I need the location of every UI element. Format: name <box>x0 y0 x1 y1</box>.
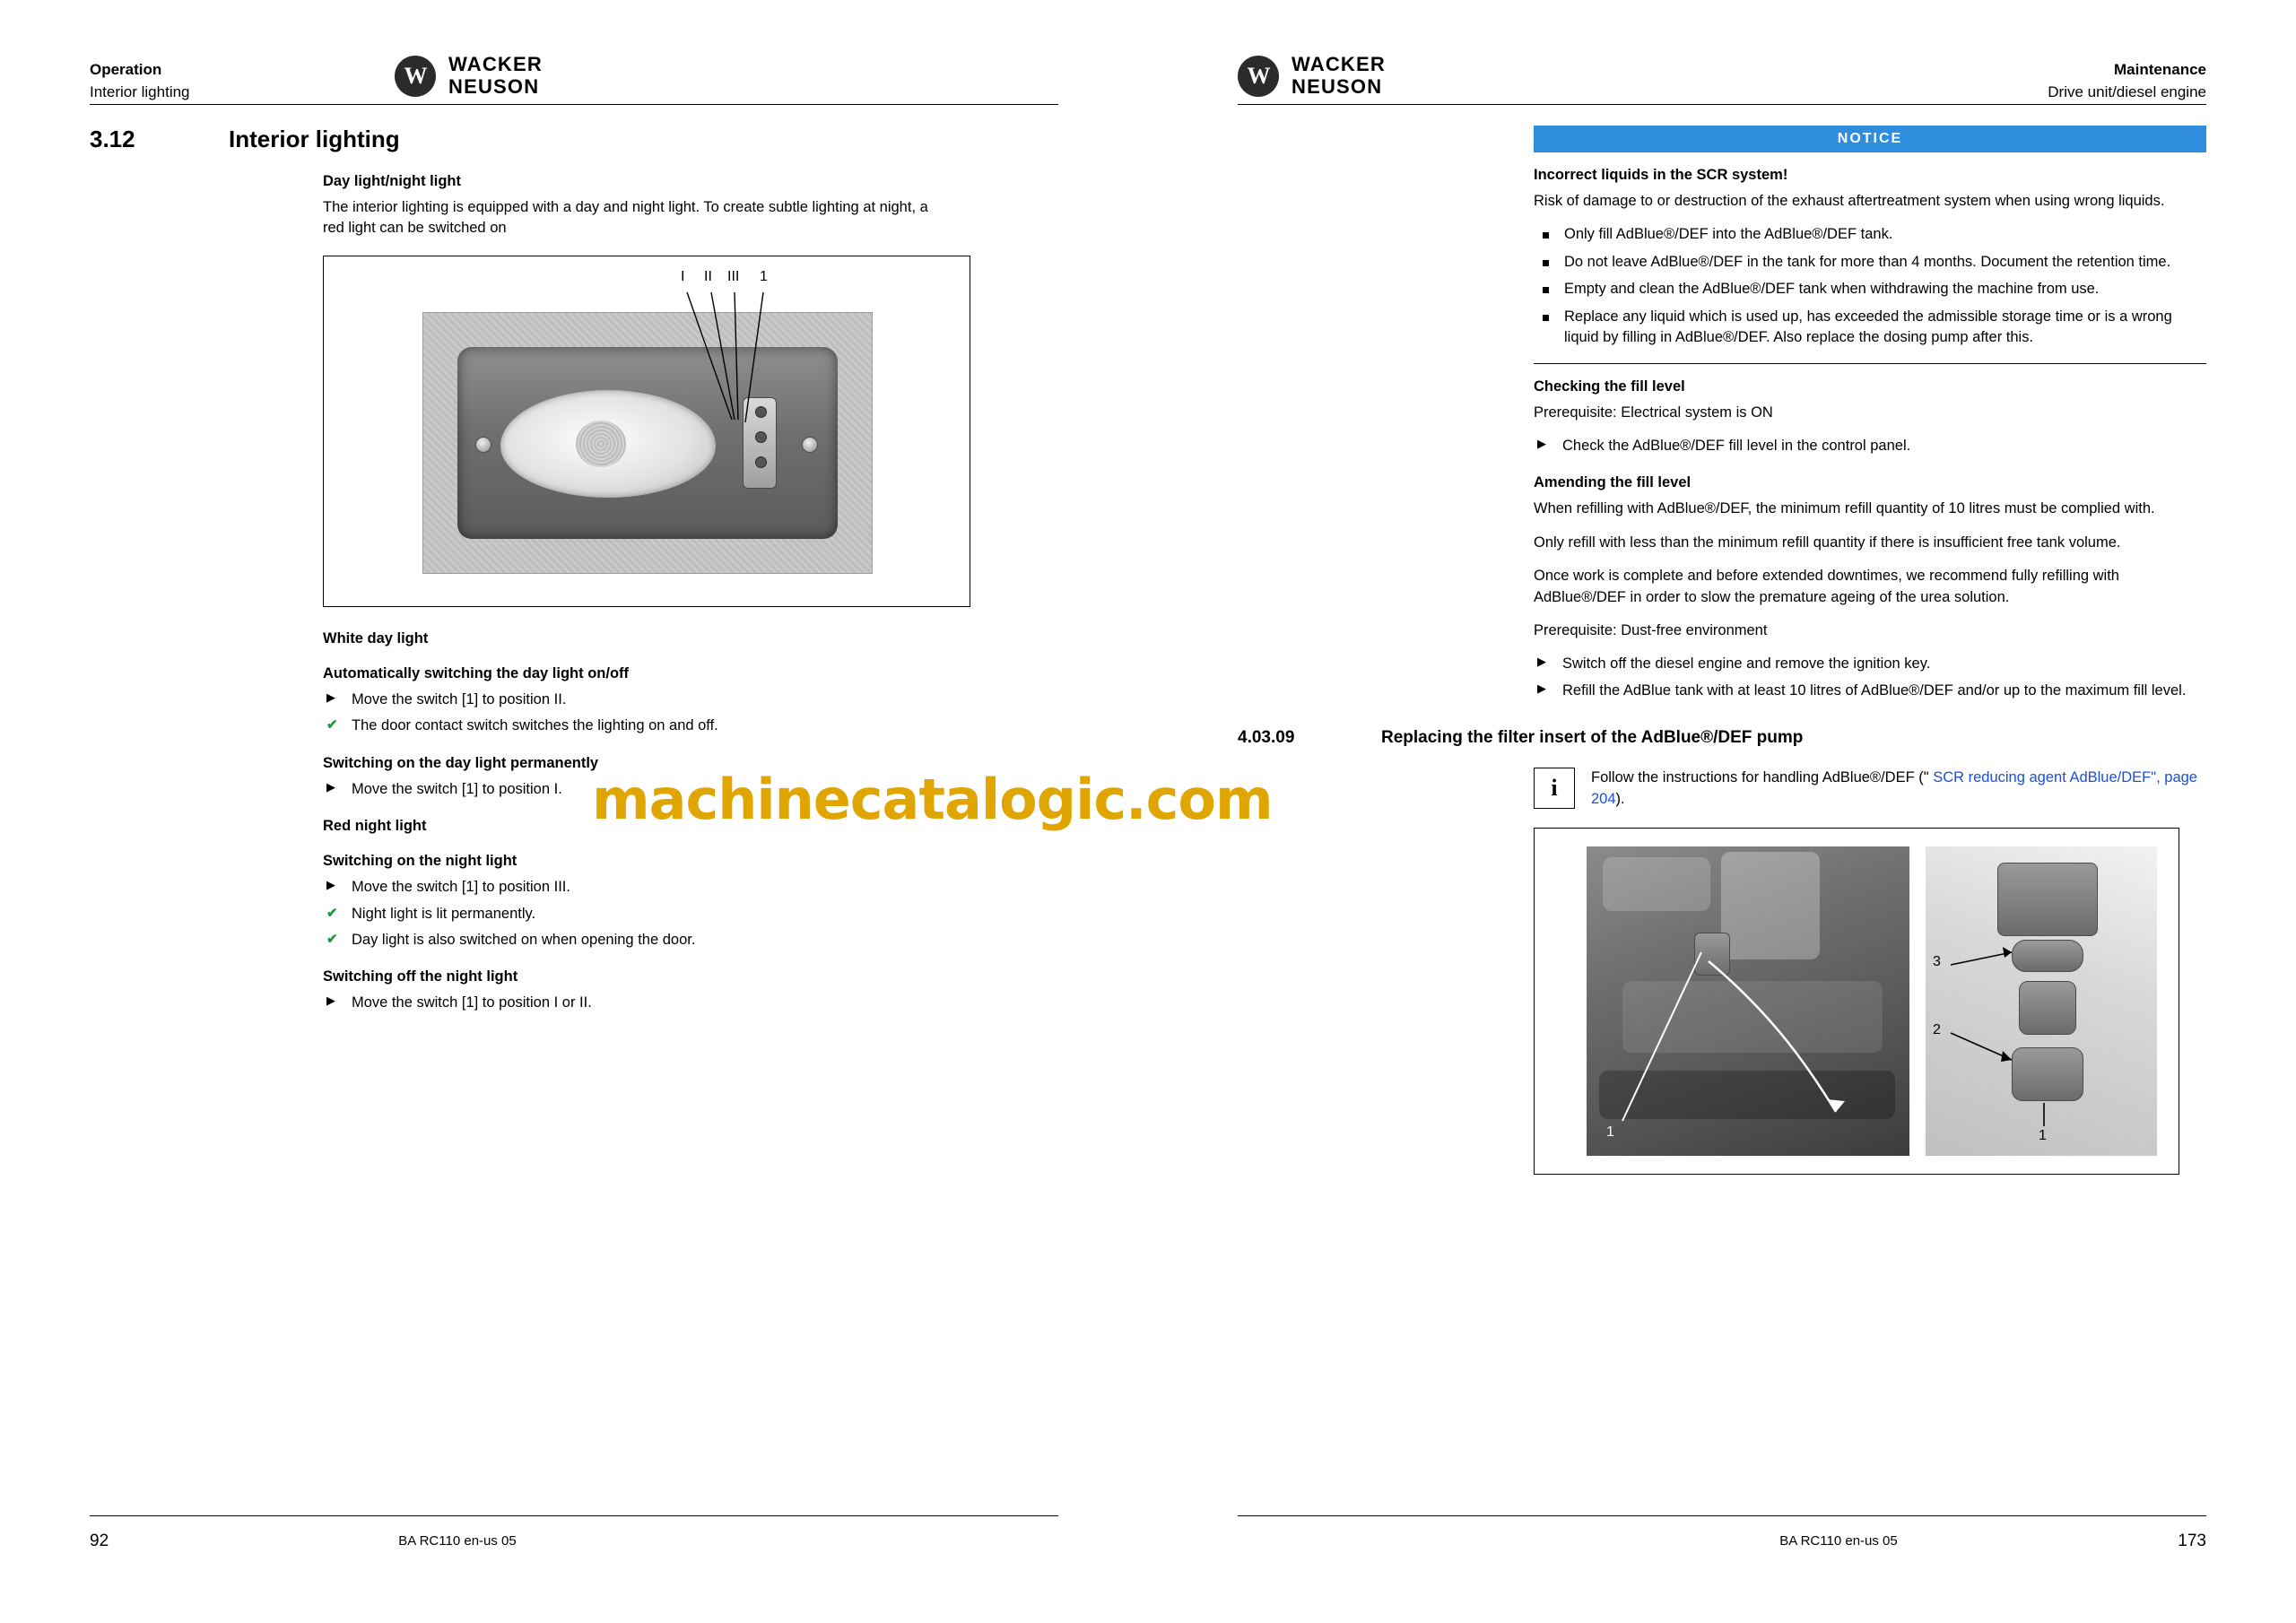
triangle-marker-icon: ▶ <box>326 779 335 794</box>
amending-prerequisite: Prerequisite: Dust-free environment <box>1534 622 1768 639</box>
footer-doc-code: BA RC110 en-us 05 <box>398 1533 517 1549</box>
amending-paragraph: When refilling with AdBlue®/DEF, the minimum refill quantity of 10 litres must be complied with. <box>1534 500 2155 517</box>
bullet-item: Only fill AdBlue®/DEF into the AdBlue®/DEF tank. <box>1534 224 2206 245</box>
step-item <box>1534 681 2206 701</box>
logo-line-2: NEUSON <box>1292 74 1383 98</box>
footer-divider <box>90 1515 1058 1516</box>
step-text: Switch off the diesel engine and remove the ignition key. <box>1562 655 1931 673</box>
triangle-marker-icon: ▶ <box>326 878 335 892</box>
header-divider <box>1238 104 2206 105</box>
block-heading: Red night light <box>323 818 427 835</box>
header-subtitle: Interior lighting <box>90 82 190 100</box>
step-text: The door contact switch switches the lighting on and off. <box>352 717 718 734</box>
notice-intro: Risk of damage to or destruction of the exhaust aftertreatment system when using wrong liquids. <box>1534 193 2165 209</box>
subsection-title: Replacing the filter insert of the AdBlue®/DEF pump <box>1381 728 1804 748</box>
wacker-neuson-logo <box>1238 54 1386 98</box>
section-checking-fill-level <box>1534 378 2206 457</box>
amending-paragraph: Once work is complete and before extended downtimes, we recommend fully refilling with AdBlue®/DEF in order to slow the premature ageing of the urea solution. <box>1534 568 2119 605</box>
header-divider <box>90 104 1058 105</box>
step-list <box>323 779 1058 800</box>
figure-label-1-left: 1 <box>1606 1124 1614 1141</box>
step-text: Night light is lit permanently. <box>352 905 536 922</box>
step-text: Check the AdBlue®/DEF fill level in the control panel. <box>1562 437 1911 454</box>
daynight-text: The interior lighting is equipped with a day and night light. To create subtle lighting at night, a red light can be switched on <box>323 199 928 237</box>
figure-label-1-right: 1 <box>2039 1128 2047 1144</box>
block-subheading: Switching off the night light <box>323 968 518 985</box>
logo-line-1: WACKER <box>448 53 543 75</box>
page-number: 173 <box>2178 1532 2206 1550</box>
step-text: Move the switch [1] to position I or II. <box>352 994 592 1011</box>
header-left-text <box>90 59 190 103</box>
logo-wordmark <box>448 54 543 98</box>
right-page-content <box>1238 126 2206 1175</box>
section-heading <box>90 126 1058 153</box>
amending-paragraph: Only refill with less than the minimum refill quantity if there is insufficient free tank volume. <box>1534 534 2121 551</box>
interior-lamp-figure <box>323 256 970 607</box>
figure-label-III: III <box>727 268 740 284</box>
block-day-light-permanent <box>323 755 1058 800</box>
step-list <box>1534 436 2206 456</box>
step-text: Move the switch [1] to position III. <box>352 879 570 896</box>
info-text-after: ). <box>1615 790 1625 807</box>
notice-bottom-divider <box>1534 363 2206 364</box>
watermark-text: machinecatalogic.com <box>592 767 1273 832</box>
block-subheading: Switching on the day light permanently <box>323 754 599 771</box>
info-text-before: Follow the instructions for handling AdBlue®/DEF (" <box>1591 769 1929 786</box>
block-subheading: Switching on the night light <box>323 853 517 870</box>
step-item <box>323 690 1058 710</box>
right-page <box>1148 0 2296 1623</box>
wacker-neuson-logo <box>395 54 543 98</box>
check-marker-icon: ✔ <box>326 931 338 947</box>
step-list <box>323 690 1058 737</box>
scr-reference-link[interactable]: SCR reducing agent AdBlue/DEF", page 204 <box>1591 769 2197 807</box>
section-amending-fill-level <box>1534 474 2206 701</box>
info-text <box>1591 768 2206 810</box>
step-text: Move the switch [1] to position II. <box>352 690 567 707</box>
left-page-content <box>90 126 1058 1020</box>
block-red-night-light <box>323 818 1058 950</box>
figure-leader-lines <box>324 256 970 606</box>
logo-line-2: NEUSON <box>448 74 540 98</box>
left-page-header <box>90 54 1058 109</box>
bullet-item: Empty and clean the AdBlue®/DEF tank when withdrawing the machine from use. <box>1534 279 2206 299</box>
figure-label-I: I <box>681 268 685 284</box>
block-white-day-light <box>323 630 1058 737</box>
step-item <box>323 993 1058 1013</box>
triangle-marker-icon: ▶ <box>326 994 335 1008</box>
step-text: Move the switch [1] to position I. <box>352 780 562 797</box>
step-list <box>323 993 1058 1013</box>
step-item <box>323 716 1058 736</box>
bullet-item: Do not leave AdBlue®/DEF in the tank for more than 4 months. Document the retention time. <box>1534 252 2206 273</box>
step-item <box>323 904 1058 924</box>
step-list <box>323 877 1058 950</box>
right-page-footer <box>1238 1515 2206 1569</box>
info-icon: i <box>1534 768 1575 809</box>
figure-label-1: 1 <box>760 268 768 284</box>
daynight-heading: Day light/night light <box>323 173 461 189</box>
checking-heading: Checking the fill level <box>1534 378 1685 395</box>
header-subtitle: Drive unit/diesel engine <box>2048 82 2206 100</box>
step-item <box>1534 654 2206 674</box>
step-list <box>1534 654 2206 701</box>
notice-bullet-list <box>1534 224 2206 348</box>
block-switch-off-night-light <box>323 968 1058 1013</box>
info-note <box>1534 768 2206 810</box>
header-title: Operation <box>90 61 162 78</box>
checking-prerequisite: Prerequisite: Electrical system is ON <box>1534 404 1773 421</box>
pump-photo-right <box>1926 846 2157 1156</box>
pump-photo-left <box>1587 846 1909 1156</box>
page-number: 92 <box>90 1532 109 1550</box>
triangle-marker-icon: ▶ <box>1537 681 1546 695</box>
section-number: 3.12 <box>90 126 135 152</box>
figure-label-2: 2 <box>1933 1022 1941 1038</box>
header-right-text <box>2048 59 2206 103</box>
adblue-pump-figure <box>1534 828 2179 1175</box>
logo-wordmark <box>1292 54 1386 98</box>
step-item <box>323 930 1058 950</box>
triangle-marker-icon: ▶ <box>326 690 335 704</box>
left-page-footer <box>90 1515 1058 1569</box>
step-item <box>323 877 1058 898</box>
notice-banner: NOTICE <box>1534 126 2206 152</box>
check-marker-icon: ✔ <box>326 905 338 921</box>
header-title: Maintenance <box>2114 61 2206 78</box>
subsection-heading <box>1238 728 2206 748</box>
step-text: Day light is also switched on when opening the door. <box>352 931 696 948</box>
section-title: Interior lighting <box>229 126 400 152</box>
block-subheading: Automatically switching the day light on/off <box>323 664 630 681</box>
figure-label-3: 3 <box>1933 954 1941 970</box>
right-page-header <box>1238 54 2206 109</box>
block-heading: White day light <box>323 629 429 647</box>
logo-line-1: WACKER <box>1292 53 1386 75</box>
logo-badge-icon: W <box>395 56 436 97</box>
step-item <box>1534 436 2206 456</box>
subsection-number: 4.03.09 <box>1238 728 1295 748</box>
bullet-item: Replace any liquid which is used up, has exceeded the admissible storage time or is a wrong liquid by filling in AdBlue®/DEF. Also replace the dosing pump after this. <box>1534 307 2206 349</box>
step-item <box>323 779 1058 800</box>
step-text: Refill the AdBlue tank with at least 10 litres of AdBlue®/DEF and/or up to the maximum fill level. <box>1562 681 2187 699</box>
notice-title: Incorrect liquids in the SCR system! <box>1534 167 1788 183</box>
check-marker-icon: ✔ <box>326 717 338 733</box>
triangle-marker-icon: ▶ <box>1537 436 1546 450</box>
figure-label-II: II <box>704 268 712 284</box>
triangle-marker-icon: ▶ <box>1537 655 1546 669</box>
footer-doc-code: BA RC110 en-us 05 <box>1779 1533 1898 1549</box>
footer-divider <box>1238 1515 2206 1516</box>
amending-heading: Amending the fill level <box>1534 474 1692 491</box>
logo-badge-icon: W <box>1238 56 1279 97</box>
